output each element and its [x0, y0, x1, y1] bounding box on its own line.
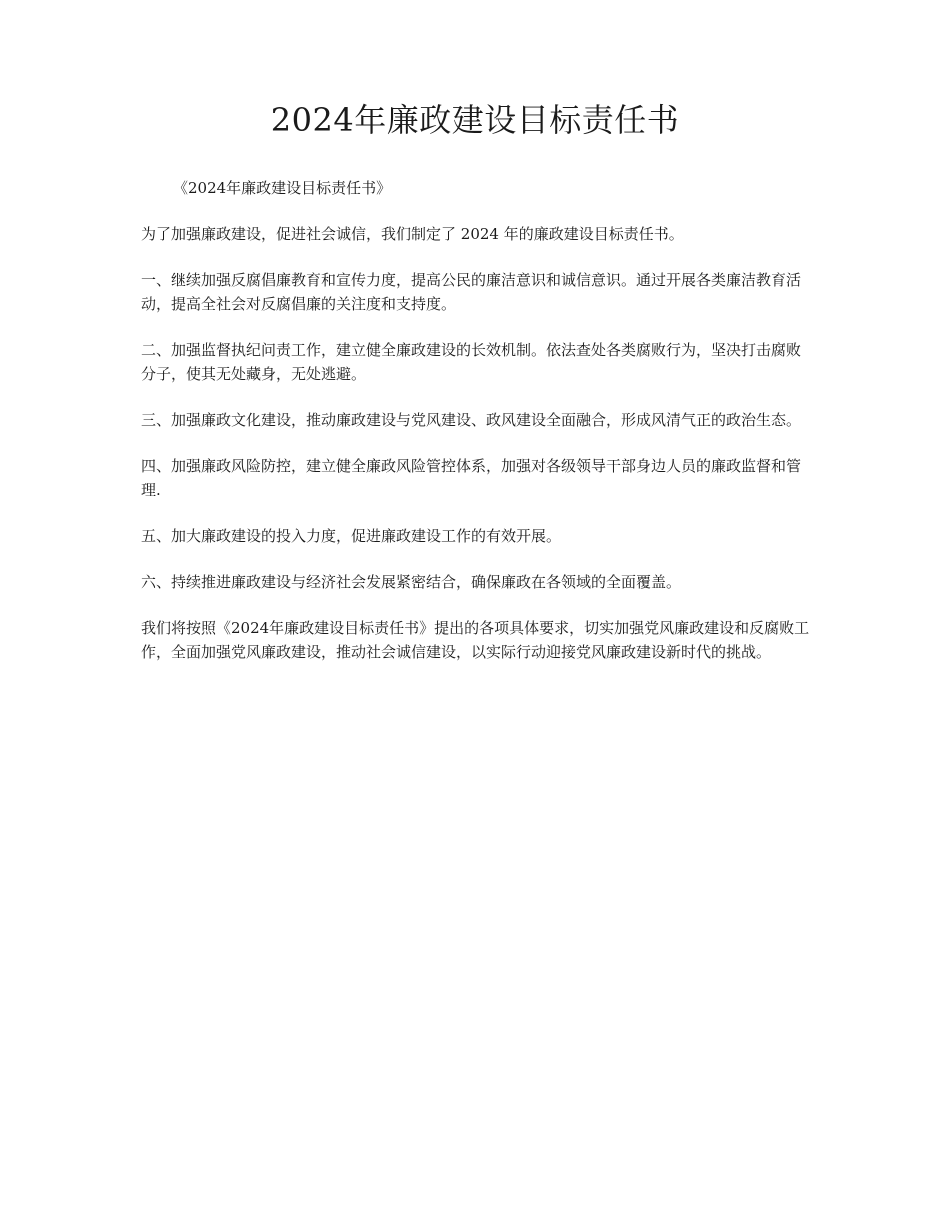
paragraph-intro: 为了加强廉政建设，促进社会诚信，我们制定了 2024 年的廉政建设目标责任书。	[141, 225, 684, 243]
document-title: 2024年廉政建设目标责任书	[270, 101, 680, 139]
document-body	[141, 176, 811, 686]
document-subtitle: 《2024年廉政建设目标责任书》	[173, 179, 392, 197]
paragraph-item-3: 三、加强廉政文化建设，推动廉政建设与党风建设、政风建设全面融合，形成风清气正的政治生态。	[141, 411, 802, 429]
paragraph-item-2: 二、加强监督执纪问责工作，建立健全廉政建设的长效机制。依法查处各类腐败行为，坚决打击腐败分子，使其无处藏身，无处逃避。	[141, 341, 802, 383]
paragraph-item-4: 四、加强廉政风险防控，建立健全廉政风险管控体系，加强对各级领导干部身边人员的廉政监督和管理.	[141, 457, 802, 499]
paragraph-item-6: 六、持续推进廉政建设与经济社会发展紧密结合，确保廉政在各领域的全面覆盖。	[141, 573, 682, 591]
paragraph-item-5: 五、加大廉政建设的投入力度，促进廉政建设工作的有效开展。	[141, 527, 562, 545]
paragraph-conclusion: 我们将按照《2024年廉政建设目标责任书》提出的各项具体要求，切实加强党风廉政建设和反腐败工作，全面加强党风廉政建设，推动社会诚信建设，以实际行动迎接党风廉政建设新时代的挑战。	[141, 619, 810, 661]
paragraph-item-1: 一、继续加强反腐倡廉教育和宣传力度，提高公民的廉洁意识和诚信意识。通过开展各类廉洁教育活动，提高全社会对反腐倡廉的关注度和支持度。	[141, 271, 802, 313]
